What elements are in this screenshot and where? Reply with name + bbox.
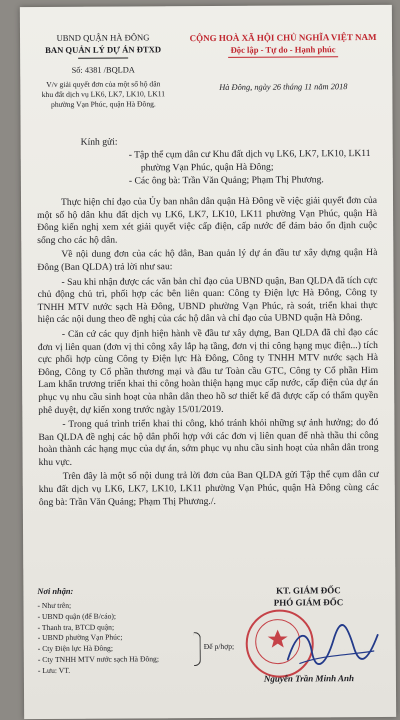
recipient-brace: [194, 632, 201, 666]
letter-body: [37, 195, 379, 509]
paragraph: - Trong quá trình triển khai thi công, khó tránh khỏi những sự ảnh hưởng; do đó Ban QLDA đề nghị các hộ dân phối hợp với các đơn vị liên quan để nhà thầu thi công hoàn thành các hạng mục của dự án, sớm phục vụ nhu cầu sinh hoạt của nhân dân trong khu vực.: [38, 417, 379, 468]
country-name: CỘNG HOÀ XÃ HỘI CHỦ NGHĨA VIỆT NAM: [189, 31, 377, 44]
recipient-item: - Thanh tra, BTCD quận;: [37, 622, 115, 632]
signature-kt: KT. GIÁM ĐỐC: [276, 585, 341, 596]
doc-number: Số: 4381 /BQLDA: [71, 65, 135, 75]
recipient-item: - UBND quận (để B/cáo);: [37, 611, 117, 621]
org-top: UBND QUẬN HÀ ĐÔNG: [56, 32, 150, 43]
subject-line: khu đất dịch vụ LK6, LK7, LK10, LK11: [41, 89, 166, 100]
recipient-item: - Lưu: VT.: [37, 665, 71, 675]
paragraph: - Căn cứ các quy định hiện hành về đầu tư xây dựng, Ban QLDA đã chỉ đạo các đơn vị liên quan (đơn vị thi công xây lắp hạ tầng, đơn vị thi công hạng mục điện...) tích cực phối hợp cùng Công ty Điện lực Hà Đông, Công ty TNHH MTV nước sạch Hà Đông, Công ty Cổ phần thương mại và đầu tư Toàn cầu GTC, Công ty Cổ phần Him Lam khẩn trương triển khai thi công hoàn thiện hạng mục cấp nước, cấp điện của dự án phục vụ nhu cầu sinh hoạt của nhân dân theo hồ sơ thiết kế đã được cấp có thẩm quyền phê duyệt, dự kiến xong trước ngày 15/01/2019.: [37, 326, 379, 416]
doc-subject: [28, 79, 178, 110]
subject-line: V/v giải quyết đơn của một số hộ dân: [46, 79, 161, 89]
recipient-item: - Cty Điện lực Hà Đông;: [37, 643, 113, 654]
recipient-item: - Cty TNHH MTV nước sạch Hà Đông;: [37, 654, 159, 665]
motto-underline: [228, 56, 338, 58]
recipients-title: Nơi nhận:: [37, 586, 74, 597]
recipients-list: [37, 600, 159, 676]
paragraph: Trên đây là một số nội dung trả lời đơn của Ban QLDA gửi Tập thể cụm dân cư khu đất dịch vụ LK6, LK7, LK10, LK11 phường Vạn Phúc, quận Hà Đông cùng các ông bà: Trần Văn Quảng; Phạm Thị Phương./.: [38, 469, 379, 508]
subject-line: phường Vạn Phúc, quận Hà Đông.: [50, 99, 156, 109]
paragraph: Thực hiện chỉ đạo của Ủy ban nhân dân quận Hà Đông về việc giải quyết đơn của một số hộ dân khu đất dịch vụ LK6, LK7, LK10, LK11 phường Vạn Phúc, quận Hà Đông kiến nghị xem xét giải quyết việc cấp điện, cấp nước để đảm bảo ổn định cuộc sống cho các hộ dân.: [37, 194, 378, 246]
org-underline: [78, 57, 128, 58]
document-page: [20, 5, 396, 719]
paragraph: - Sau khi nhận được các văn bản chỉ đạo của UBND quận, Ban QLDA đã tích cực chủ động chủ trì, phối hợp các bên liên quan: Công ty Điện lực Hà Đông, Công ty TNHH MTV nước sạch Hà Đông, UBND phường Vạn Phúc, rà soát, triển khai thực hiện các nội dung theo đề nghị của các hộ dân và chỉ đạo của UBND quận Hà Đông.: [37, 274, 378, 326]
motto: Độc lập - Tự do - Hạnh phúc: [230, 44, 336, 55]
recipient-line: - Tập thể cụm dân cư Khu đất dịch vụ LK6, LK7, LK10, LK11: [128, 148, 371, 161]
paragraph: Về nội dung đơn của các hộ dân, Ban quản lý dự án đầu tư xây dựng quận Hà Đông (Ban QLDA) trả lời như sau:: [37, 247, 378, 274]
salutation-label: Kính gửi:: [80, 136, 118, 148]
recipient-line: phường Vạn Phúc, quận Hà Đông;: [140, 161, 274, 174]
recipient-line: - Các ông bà: Trần Văn Quảng; Phạm Thị Phương.: [128, 174, 324, 187]
date-line: Hà Đông, ngày 26 tháng 11 năm 2018: [219, 82, 348, 92]
signature-role: PHÓ GIÁM ĐỐC: [273, 597, 344, 608]
signature-scribble-icon: [282, 621, 382, 672]
recipient-note: Để p/hợp;: [203, 641, 235, 652]
signer-name: Nguyễn Trần Minh Anh: [263, 673, 355, 684]
recipient-item: - UBND phường Vạn Phúc;: [37, 632, 123, 643]
recipient-item: - Như trên;: [37, 600, 72, 611]
org-name: BAN QUẢN LÝ DỰ ÁN ĐTXD: [45, 44, 162, 55]
